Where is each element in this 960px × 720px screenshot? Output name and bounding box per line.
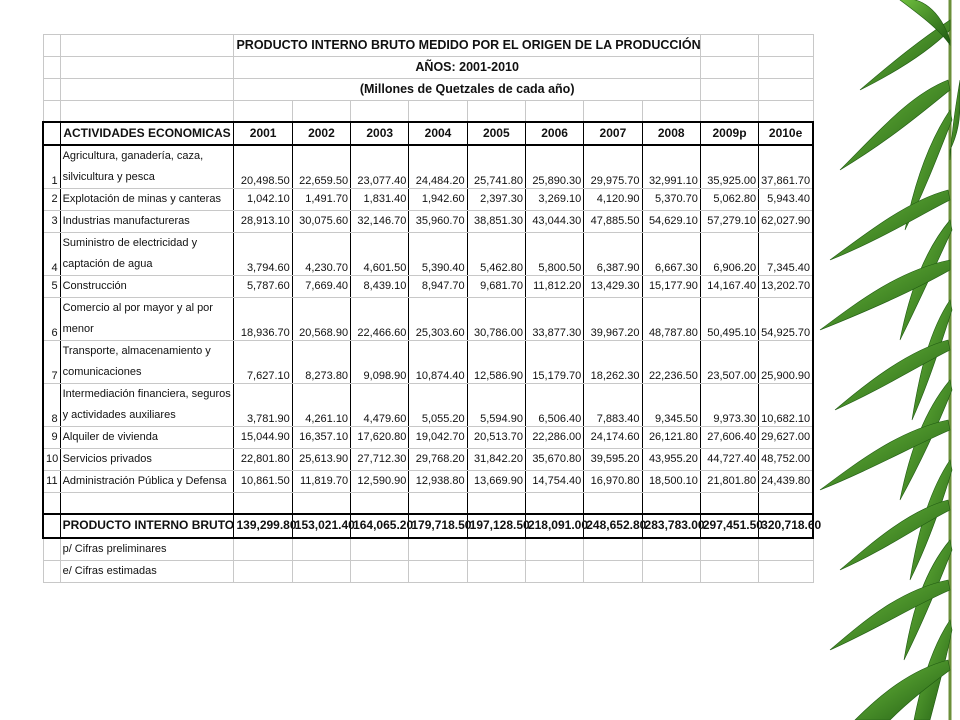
row-value: 2,397.30 xyxy=(467,189,525,211)
total-row xyxy=(43,514,813,538)
table-row xyxy=(43,233,813,276)
row-value: 16,357.10 xyxy=(292,427,350,449)
row-value: 28,913.10 xyxy=(234,211,292,233)
table-row xyxy=(43,189,813,211)
row-value: 9,098.90 xyxy=(351,341,409,384)
row-value: 30,786.00 xyxy=(467,298,525,341)
row-value: 15,179.70 xyxy=(525,341,583,384)
row-value: 7,669.40 xyxy=(292,276,350,298)
row-value: 13,669.90 xyxy=(467,471,525,493)
row-index: 9 xyxy=(43,427,60,449)
row-value: 4,601.50 xyxy=(351,233,409,276)
row-label: Construcción xyxy=(60,276,234,298)
row-label: Alquiler de vivienda xyxy=(60,427,234,449)
row-value: 5,055.20 xyxy=(409,384,467,427)
table-row xyxy=(43,341,813,384)
row-value: 29,768.20 xyxy=(409,449,467,471)
row-value: 43,955.20 xyxy=(642,449,700,471)
row-value: 39,595.20 xyxy=(584,449,642,471)
row-label: Servicios privados xyxy=(60,449,234,471)
row-index: 1 xyxy=(43,145,60,189)
sheet-title: PRODUCTO INTERNO BRUTO MEDIDO POR EL ORIGEN DE LA PRODUCCIÓN xyxy=(234,35,700,57)
header-row xyxy=(43,122,813,145)
header-year: 2010e xyxy=(759,122,813,145)
row-value: 10,682.10 xyxy=(759,384,813,427)
total-value: 297,451.50 xyxy=(700,514,758,538)
row-value: 22,286.00 xyxy=(525,427,583,449)
row-value: 4,120.90 xyxy=(584,189,642,211)
row-value: 50,495.10 xyxy=(700,298,758,341)
row-value: 27,712.30 xyxy=(351,449,409,471)
row-value: 25,303.60 xyxy=(409,298,467,341)
row-value: 6,506.40 xyxy=(525,384,583,427)
row-label: Transporte, almacenamiento y comunicaciones xyxy=(60,341,234,384)
row-value: 4,230.70 xyxy=(292,233,350,276)
table-row xyxy=(43,471,813,493)
header-year: 2007 xyxy=(584,122,642,145)
row-index: 6 xyxy=(43,298,60,341)
row-value: 5,800.50 xyxy=(525,233,583,276)
row-value: 1,491.70 xyxy=(292,189,350,211)
row-value: 10,874.40 xyxy=(409,341,467,384)
row-index: 8 xyxy=(43,384,60,427)
row-value: 4,261.10 xyxy=(292,384,350,427)
row-value: 1,042.10 xyxy=(234,189,292,211)
row-value: 57,279.10 xyxy=(700,211,758,233)
row-value: 21,801.80 xyxy=(700,471,758,493)
gdp-spreadsheet xyxy=(42,34,822,583)
row-label: Administración Pública y Defensa xyxy=(60,471,234,493)
header-year: 2001 xyxy=(234,122,292,145)
row-value: 38,851.30 xyxy=(467,211,525,233)
row-value: 9,345.50 xyxy=(642,384,700,427)
row-index: 5 xyxy=(43,276,60,298)
row-value: 27,606.40 xyxy=(700,427,758,449)
row-value: 20,568.90 xyxy=(292,298,350,341)
row-value: 26,121.80 xyxy=(642,427,700,449)
row-value: 22,236.50 xyxy=(642,341,700,384)
total-value: 197,128.50 xyxy=(467,514,525,538)
row-value: 25,890.30 xyxy=(525,145,583,189)
row-value: 25,900.90 xyxy=(759,341,813,384)
row-value: 54,925.70 xyxy=(759,298,813,341)
row-value: 14,754.40 xyxy=(525,471,583,493)
total-value: 218,091.00 xyxy=(525,514,583,538)
row-value: 33,877.30 xyxy=(525,298,583,341)
row-value: 5,370.70 xyxy=(642,189,700,211)
row-value: 5,390.40 xyxy=(409,233,467,276)
row-value: 16,970.80 xyxy=(584,471,642,493)
row-value: 47,885.50 xyxy=(584,211,642,233)
header-year: 2008 xyxy=(642,122,700,145)
row-label: Industrias manufactureras xyxy=(60,211,234,233)
row-value: 44,727.40 xyxy=(700,449,758,471)
data-rows xyxy=(43,145,813,493)
row-value: 5,062.80 xyxy=(700,189,758,211)
row-value: 35,925.00 xyxy=(700,145,758,189)
note-row xyxy=(43,561,813,583)
table-row xyxy=(43,298,813,341)
row-value: 35,670.80 xyxy=(525,449,583,471)
total-value: 283,783.00 xyxy=(642,514,700,538)
bamboo-leaves-decoration xyxy=(800,0,960,720)
total-value: 164,065.20 xyxy=(351,514,409,538)
row-value: 39,967.20 xyxy=(584,298,642,341)
row-value: 6,667.30 xyxy=(642,233,700,276)
total-value: 320,718.60 xyxy=(759,514,813,538)
row-value: 32,991.10 xyxy=(642,145,700,189)
row-value: 5,787.60 xyxy=(234,276,292,298)
row-value: 1,942.60 xyxy=(409,189,467,211)
spacer-row xyxy=(43,101,813,123)
row-value: 9,681.70 xyxy=(467,276,525,298)
total-value: 153,021.40 xyxy=(292,514,350,538)
row-value: 7,627.10 xyxy=(234,341,292,384)
table-row xyxy=(43,211,813,233)
row-value: 17,620.80 xyxy=(351,427,409,449)
units-row xyxy=(43,79,813,101)
total-value: 179,718.50 xyxy=(409,514,467,538)
row-value: 23,077.40 xyxy=(351,145,409,189)
row-value: 24,439.80 xyxy=(759,471,813,493)
row-value: 12,590.90 xyxy=(351,471,409,493)
note-row xyxy=(43,538,813,561)
row-value: 20,513.70 xyxy=(467,427,525,449)
subtitle-row xyxy=(43,57,813,79)
row-value: 22,801.80 xyxy=(234,449,292,471)
row-value: 48,787.80 xyxy=(642,298,700,341)
row-index: 7 xyxy=(43,341,60,384)
row-value: 35,960.70 xyxy=(409,211,467,233)
row-value: 18,500.10 xyxy=(642,471,700,493)
title-row xyxy=(43,35,813,57)
row-value: 25,741.80 xyxy=(467,145,525,189)
row-value: 13,202.70 xyxy=(759,276,813,298)
row-index: 11 xyxy=(43,471,60,493)
row-value: 12,586.90 xyxy=(467,341,525,384)
table-row xyxy=(43,145,813,189)
row-value: 24,174.60 xyxy=(584,427,642,449)
row-value: 9,973.30 xyxy=(700,384,758,427)
table-row xyxy=(43,427,813,449)
row-value: 23,507.00 xyxy=(700,341,758,384)
row-value: 3,794.60 xyxy=(234,233,292,276)
row-value: 15,044.90 xyxy=(234,427,292,449)
row-value: 24,484.20 xyxy=(409,145,467,189)
row-value: 62,027.90 xyxy=(759,211,813,233)
row-value: 54,629.10 xyxy=(642,211,700,233)
row-value: 31,842.20 xyxy=(467,449,525,471)
row-value: 5,594.90 xyxy=(467,384,525,427)
row-value: 25,613.90 xyxy=(292,449,350,471)
header-year: 2003 xyxy=(351,122,409,145)
row-value: 29,975.70 xyxy=(584,145,642,189)
row-label: Agricultura, ganadería, caza, silvicultura y pesca xyxy=(60,145,234,189)
row-value: 37,861.70 xyxy=(759,145,813,189)
row-index: 2 xyxy=(43,189,60,211)
row-index: 4 xyxy=(43,233,60,276)
row-index: 10 xyxy=(43,449,60,471)
row-label: Intermediación financiera, seguros y actividades auxiliares xyxy=(60,384,234,427)
row-value: 15,177.90 xyxy=(642,276,700,298)
row-value: 43,044.30 xyxy=(525,211,583,233)
row-label: Comercio al por mayor y al por menor xyxy=(60,298,234,341)
row-value: 18,262.30 xyxy=(584,341,642,384)
row-value: 13,429.30 xyxy=(584,276,642,298)
total-label: PRODUCTO INTERNO BRUTO xyxy=(60,514,234,538)
row-value: 5,943.40 xyxy=(759,189,813,211)
row-value: 18,936.70 xyxy=(234,298,292,341)
row-value: 22,466.60 xyxy=(351,298,409,341)
row-value: 29,627.00 xyxy=(759,427,813,449)
total-value: 248,652.80 xyxy=(584,514,642,538)
table-row xyxy=(43,449,813,471)
row-value: 6,387.90 xyxy=(584,233,642,276)
row-label: Suministro de electricidad y captación de agua xyxy=(60,233,234,276)
row-value: 5,462.80 xyxy=(467,233,525,276)
row-value: 3,781.90 xyxy=(234,384,292,427)
note-estimated: e/ Cifras estimadas xyxy=(60,561,234,583)
sheet-subtitle: AÑOS: 2001-2010 xyxy=(234,57,700,79)
header-year: 2004 xyxy=(409,122,467,145)
header-year: 2002 xyxy=(292,122,350,145)
row-value: 30,075.60 xyxy=(292,211,350,233)
row-value: 14,167.40 xyxy=(700,276,758,298)
row-value: 7,883.40 xyxy=(584,384,642,427)
row-value: 8,273.80 xyxy=(292,341,350,384)
spacer-row xyxy=(43,493,813,515)
row-value: 7,345.40 xyxy=(759,233,813,276)
row-value: 12,938.80 xyxy=(409,471,467,493)
row-value: 11,812.20 xyxy=(525,276,583,298)
row-value: 22,659.50 xyxy=(292,145,350,189)
header-year: 2005 xyxy=(467,122,525,145)
header-year: 2006 xyxy=(525,122,583,145)
row-value: 32,146.70 xyxy=(351,211,409,233)
total-value: 139,299.80 xyxy=(234,514,292,538)
table-row xyxy=(43,276,813,298)
row-value: 20,498.50 xyxy=(234,145,292,189)
header-year: 2009p xyxy=(700,122,758,145)
row-value: 8,947.70 xyxy=(409,276,467,298)
header-activities: ACTIVIDADES ECONOMICAS xyxy=(60,122,234,145)
row-value: 48,752.00 xyxy=(759,449,813,471)
row-value: 1,831.40 xyxy=(351,189,409,211)
row-value: 10,861.50 xyxy=(234,471,292,493)
sheet-units: (Millones de Quetzales de cada año) xyxy=(234,79,700,101)
row-value: 3,269.10 xyxy=(525,189,583,211)
row-value: 19,042.70 xyxy=(409,427,467,449)
row-value: 11,819.70 xyxy=(292,471,350,493)
note-preliminary: p/ Cifras preliminares xyxy=(60,538,234,561)
row-value: 4,479.60 xyxy=(351,384,409,427)
table-row xyxy=(43,384,813,427)
row-index: 3 xyxy=(43,211,60,233)
row-value: 8,439.10 xyxy=(351,276,409,298)
row-value: 6,906.20 xyxy=(700,233,758,276)
row-label: Explotación de minas y canteras xyxy=(60,189,234,211)
